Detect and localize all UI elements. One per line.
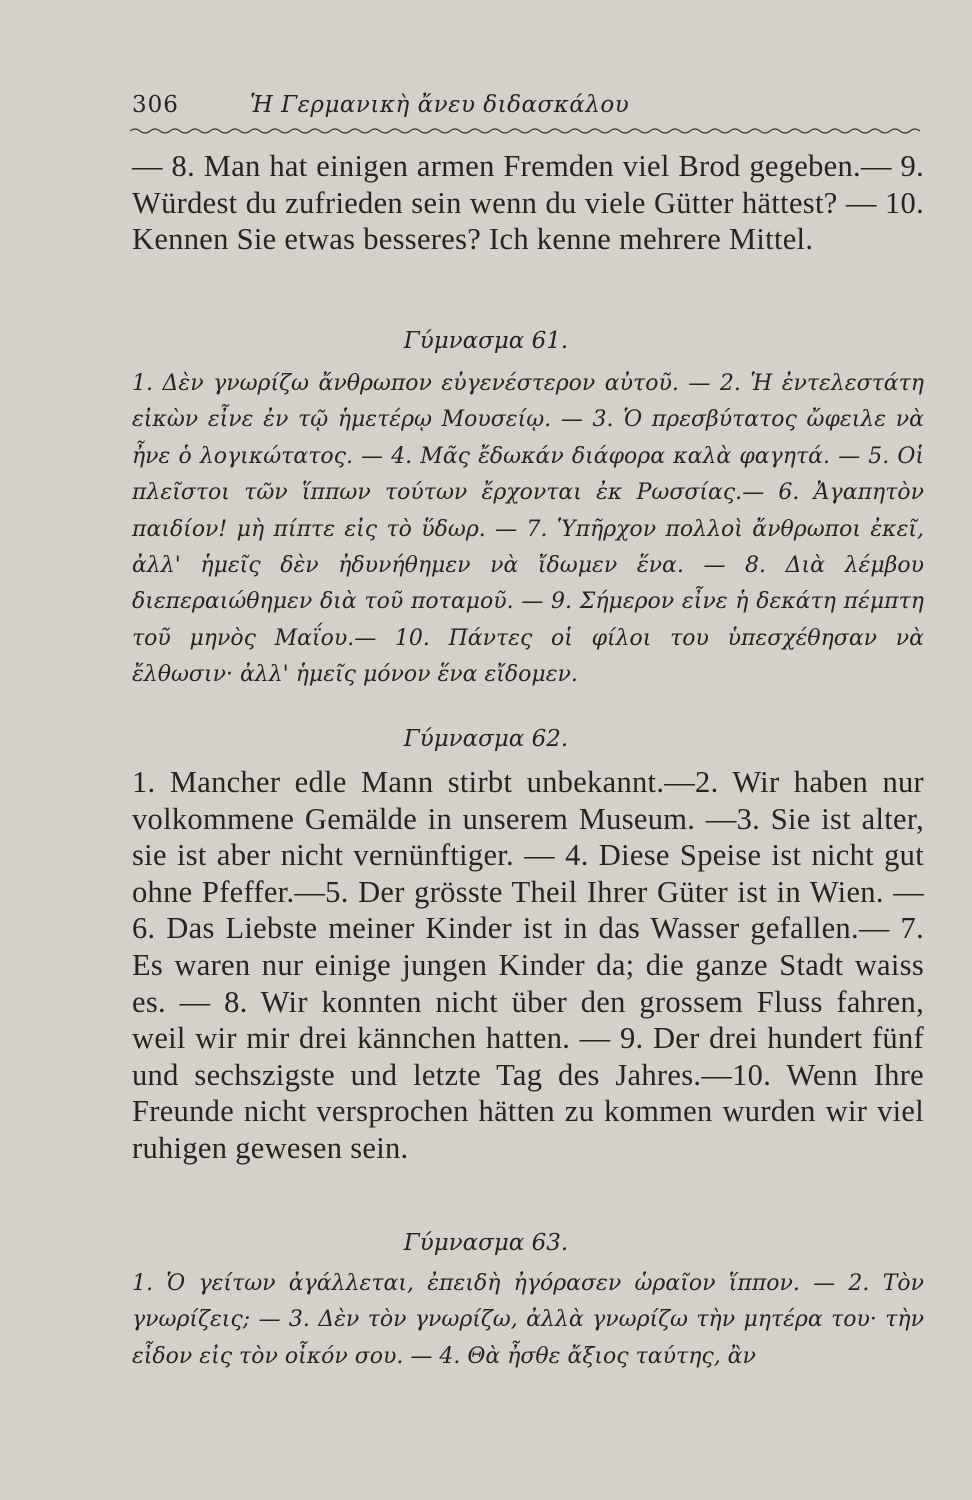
header-wavy-rule [130,126,920,136]
book-title: Ἡ Γερμανικὴ ἄνευ διδασκάλου [250,92,630,118]
continuation-paragraph: — 8. Man hat einigen armen Fremden viel Brod gegeben.— 9. Würdest du zufrieden sein wenn du viele Gütter hättest? — 10. Kennen Sie etwas besseres? Ich kenne mehrere Mittel. [132,149,924,257]
exercise-63-text: 1. Ὁ γείτων ἀγάλλεται, ἐπειδὴ ἠγόρασεν ὡραῖον ἵππον. — 2. Τὸν γνωρίζεις; — 3. Δὲν τὸν γνωρίζω, ἀλλὰ γνωρίζω τὴν μητέρα του· τὴν εἶδον εἰς τὸν οἶκόν σου. — 4. Θὰ ἦσθε ἄξιος ταύτης, ἂν [132,1271,924,1369]
exercise-62-heading: Γύμνασμα 62. [403,726,569,752]
exercise-61-text: 1. Δὲν γνωρίζω ἄνθρωπον εὐγενέστερον αὐτοῦ. — 2. Ἡ ἐντελεστάτη εἰκὼν εἶνε ἐν τῷ ἡμετέρῳ Μουσείῳ. — 3. Ὁ πρεσβύτατος ὤφειλε νὰ ἦνε ὁ λογικώτατος. — 4. Μᾶς ἔδωκάν διάφορα καλὰ φαγητά. — 5. Οἱ πλεῖστοι τῶν ἵππων τούτων ἔρχονται ἐκ Ρωσσίας.— 6. Ἀγαπητὸν παιδίον! μὴ πίπτε εἰς τὸ ὕδωρ. — 7. Ὑπῆρχον πολλοὶ ἄνθρωποι ἐκεῖ, ἀλλ' ἡμεῖς δὲν ἠδυνήθημεν νὰ ἴδωμεν ἕνα. — 8. Διὰ λέμβου διεπεραιώθημεν διὰ τοῦ ποταμοῦ. — 9. Σήμερον εἶνε ἡ δεκάτη πέμπτη τοῦ μηνὸς Μαΐου.— 10. Πάντες οἱ φίλοι του ὑπεσχέθησαν νὰ ἔλθωσιν· ἀλλ' ἡμεῖς μόνον ἕνα εἴδομεν. [132,371,924,688]
exercise-62-text: 1. Mancher edle Mann stirbt unbekannt.—2. Wir haben nur volkommene Gemälde in unserem Museum. —3. Sie ist alter, sie ist aber nicht vernünftiger. — 4. Diese Speise ist nicht gut ohne Pfeffer.—5. Der grösste Theil Ihrer Güter ist in Wien. — 6. Das Liebste meiner Kinder ist in das Wasser gefallen.— 7. Es waren nur einige jungen Kinder da; die ganze Stadt waiss es. — 8. Wir konnten nicht über den grossem Fluss fahren, weil wir mir drei kännchen hatten. — 9. Der drei hundert fünf und sechszigste und letzte Tag des Jahres.—10. Wenn Ihre Freunde nicht versprochen hätten zu kommen wurden wir viel ruhigen gewesen sein. [132,765,924,1165]
exercise-63-heading: Γύμνασμα 63. [403,1230,569,1256]
exercise-61-heading: Γύμνασμα 61. [403,328,569,354]
page-number: 306 [132,92,179,118]
